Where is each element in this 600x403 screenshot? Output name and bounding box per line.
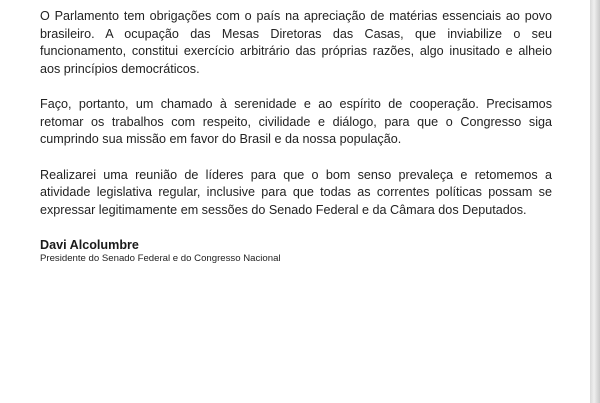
paragraph-2: Faço, portanto, um chamado à serenidade e ao espírito de cooperação. Precisamos retomar os trabalhos com respeito, civilidade e diálogo, para que o Congresso siga cumprindo sua missão em favor do Brasil e da nossa população. — [40, 97, 552, 146]
document-body — [40, 8, 552, 265]
signature-role: Presidente do Senado Federal e do Congresso Nacional — [40, 253, 281, 264]
signature-name: Davi Alcolumbre — [40, 238, 139, 252]
signature-block — [40, 237, 552, 265]
paragraph-1: O Parlamento tem obrigações com o país na apreciação de matérias essenciais ao povo brasileiro. A ocupação das Mesas Diretoras das Casas, que inviabilize o seu funcionamento, constitui exercício arbitrário das próprias razões, algo inusitado e alheio aos princípios democráticos. — [40, 9, 552, 76]
paragraph-3: Realizarei uma reunião de líderes para que o bom senso prevaleça e retomemos a atividade legislativa regular, inclusive para que todas as correntes políticas possam se expressar legitimamente em sessões do Senado Federal e da Câmara dos Deputados. — [40, 167, 552, 217]
page-edge-shadow — [590, 0, 600, 403]
